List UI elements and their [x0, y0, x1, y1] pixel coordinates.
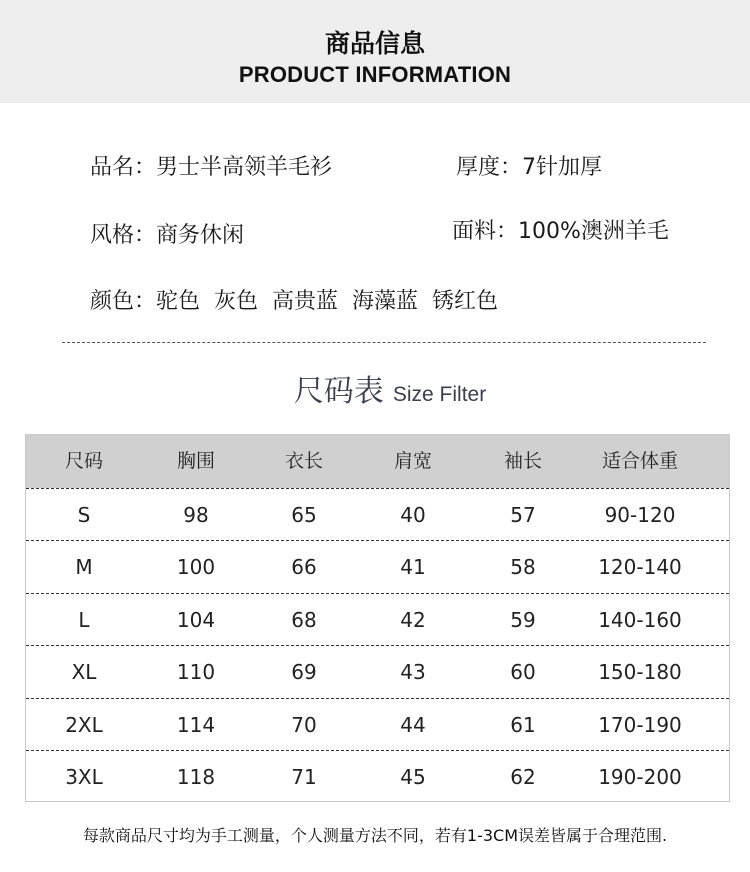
table-cell: 58: [510, 555, 536, 579]
table-cell: 71: [291, 765, 317, 789]
table-cell: 118: [176, 765, 216, 789]
dashed-divider: [62, 342, 706, 343]
table-cell: 62: [510, 765, 536, 789]
table-cell: 114: [176, 713, 216, 737]
table-cell: 120-140: [598, 555, 682, 579]
table-cell: 65: [291, 503, 317, 527]
table-cell: 150-180: [598, 660, 682, 684]
table-cell: 69: [291, 660, 317, 684]
table-cell: 42: [400, 608, 426, 632]
table-cell: 43: [400, 660, 426, 684]
table-row: [26, 540, 729, 593]
table-row: [26, 750, 729, 803]
table-cell: 60: [510, 660, 536, 684]
table-cell: L: [78, 608, 90, 632]
table-row: [26, 698, 729, 751]
table-cell: 140-160: [598, 608, 682, 632]
table-cell: 40: [400, 503, 426, 527]
table-cell: 110: [176, 660, 216, 684]
table-cell: 3XL: [65, 765, 103, 789]
table-cell: 98: [183, 503, 209, 527]
table-cell: 68: [291, 608, 317, 632]
table-row: [26, 488, 729, 541]
table-header-cell: 袖长: [503, 450, 542, 472]
table-row: [26, 645, 729, 698]
table-cell: S: [77, 503, 91, 527]
table-cell: 70: [291, 713, 317, 737]
table-cell: XL: [71, 660, 97, 684]
measurement-note: 每款商品尺寸均为手工测量，个人测量方法不同，若有1-3CM误差皆属于合理范围.: [82, 826, 668, 845]
table-header-cell: 尺码: [64, 450, 103, 472]
table-header-row: [26, 435, 729, 488]
table-cell: 45: [400, 765, 426, 789]
table-cell: 66: [291, 555, 317, 579]
table-cell: 190-200: [598, 765, 682, 789]
table-cell: 59: [510, 608, 536, 632]
table-cell: 100: [176, 555, 216, 579]
title-en: PRODUCT INFORMATION: [238, 62, 512, 87]
table-cell: M: [75, 555, 93, 579]
table-cell: 90-120: [604, 503, 676, 527]
table-row: [26, 593, 729, 646]
size-table-title: [0, 366, 750, 410]
size-title-cn: 尺码表: [293, 374, 384, 409]
table-cell: 57: [510, 503, 536, 527]
table-header-cell: 衣长: [284, 450, 323, 472]
table-cell: 170-190: [598, 713, 682, 737]
info-fabric: 面料：100%澳洲羊毛: [452, 219, 669, 244]
info-thickness: 厚度：7针加厚: [456, 155, 602, 180]
size-title-en: Size Filter: [392, 383, 487, 406]
size-table: [25, 434, 730, 802]
header-banner: [0, 0, 750, 103]
table-header-cell: 胸围: [176, 450, 215, 472]
info-colors: 颜色：驼色 灰色 高贵蓝 海藻蓝 锈红色: [90, 289, 498, 314]
table-cell: 41: [400, 555, 426, 579]
table-cell: 61: [510, 713, 536, 737]
table-cell: 44: [400, 713, 426, 737]
table-header-cell: 适合体重: [601, 450, 678, 472]
table-header-cell: 肩宽: [393, 450, 432, 472]
info-style: 风格：商务休闲: [90, 223, 245, 248]
info-name: 品名：男士半高领羊毛衫: [90, 155, 333, 180]
table-cell: 2XL: [65, 713, 103, 737]
title-cn: 商品信息: [324, 29, 425, 58]
table-cell: 104: [176, 608, 216, 632]
